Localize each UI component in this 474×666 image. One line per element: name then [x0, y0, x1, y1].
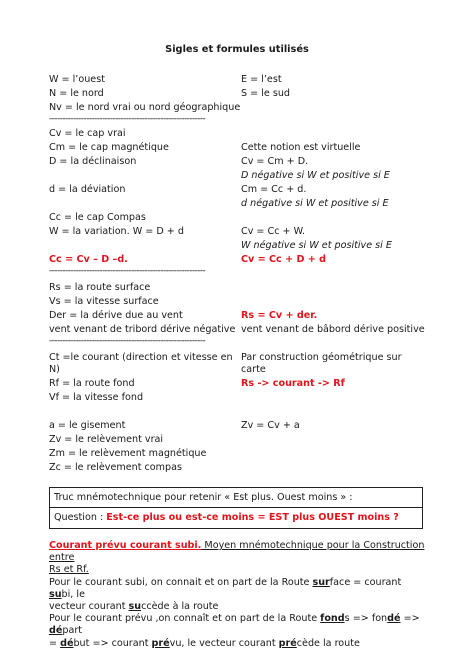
heading-line2: Rs et Rf.: [49, 564, 89, 576]
construction-text: Par construction géométrique sur: [241, 352, 402, 363]
def-deviation: d = la déviation: [49, 184, 126, 195]
def-ct: Ct =le courant (direction et vitesse en: [49, 352, 233, 363]
heading-rest: Moyen mnémotechnique pour la Construction entre: [49, 540, 425, 564]
formula-note: W négative si W et positive si E: [241, 240, 392, 251]
mnemonic-box: [49, 487, 423, 529]
formula-cv-cc: Cv = Cc + W.: [241, 226, 306, 237]
def-gisement: a = le gisement: [49, 420, 126, 431]
text-span: s => fon: [344, 613, 388, 625]
emphasis: sur: [312, 576, 330, 588]
separator: -----------------------------------------------------------: [49, 336, 206, 346]
def-zv: Zv = le relèvement vrai: [49, 434, 164, 445]
section-heading: [49, 540, 425, 564]
question-answer: Est-ce plus ou est-ce moins = EST plus OUEST moins ?: [106, 512, 399, 523]
formula-note: d négative si W et positive si E: [241, 198, 389, 209]
text-span: vu, le vecteur courant: [169, 637, 279, 649]
def-variation: W = la variation. W = D + d: [49, 226, 184, 237]
mnemonic-row: Truc mnémotechnique pour retenir « Est plus. Ouest moins » :: [54, 492, 353, 503]
emphasis: su: [128, 601, 142, 613]
def-s: S = le sud: [241, 88, 291, 99]
question-label: Question :: [54, 512, 107, 523]
def-zc: Zc = le relèvement compas: [49, 462, 182, 473]
page-title: Sigles et formules utilisés: [165, 44, 309, 55]
text-span: Pour le courant subi, on connait et on part de la Route: [49, 576, 313, 588]
separator: -----------------------------------------------------------: [49, 266, 206, 276]
emphasis: pré: [151, 637, 170, 649]
text-span: but => courant: [73, 637, 152, 649]
question-row: [54, 512, 399, 523]
text-span: =: [49, 637, 61, 649]
def-n: N = le nord: [49, 88, 104, 99]
def-cc: Cc = le cap Compas: [49, 212, 146, 223]
formula-cv-cm: Cv = Cm + D.: [241, 156, 309, 167]
formula-cm-cc: Cm = Cc + d.: [241, 184, 307, 195]
paragraph-line: [49, 613, 425, 637]
def-e: E = l’est: [241, 74, 282, 85]
def-ct-cont: N): [49, 364, 60, 375]
emphasis: su: [49, 588, 62, 600]
formula-note: D négative si W et positive si E: [241, 170, 390, 181]
text-span: part: [62, 625, 83, 637]
construction-text-cont: carte: [241, 364, 266, 375]
def-d: D = la déclinaison: [49, 156, 137, 167]
def-vf: Vf = la vitesse fond: [49, 392, 144, 403]
emphasis: fond: [320, 613, 345, 625]
separator: -----------------------------------------------------------: [49, 114, 206, 124]
def-der: Der = la dérive due au vent: [49, 310, 183, 321]
emphasis: dé: [387, 613, 401, 625]
text-span: face = courant: [329, 576, 402, 588]
formula-cv: Cv = Cc + D + d: [241, 254, 327, 265]
def-cm: Cm = le cap magnétique: [49, 142, 169, 153]
def-zm: Zm = le relèvement magnétique: [49, 448, 207, 459]
text-span: bi, le: [61, 588, 85, 600]
paragraph-line: [49, 601, 425, 613]
formula-zv: Zv = Cv + a: [241, 420, 300, 431]
text-span: cède la route: [296, 637, 360, 649]
babord-note: vent venant de bâbord dérive positive: [241, 324, 425, 335]
def-rf: Rf = la route fond: [49, 378, 135, 389]
def-rs: Rs = la route surface: [49, 282, 151, 293]
def-cv: Cv = le cap vrai: [49, 128, 126, 139]
formula-rs: Rs = Cv + der.: [241, 310, 318, 321]
text-span: vecteur courant: [49, 601, 129, 613]
formula-courant: Rs -> courant -> Rf: [241, 378, 345, 389]
paragraph-line: [49, 638, 425, 650]
paragraph-line: [49, 577, 425, 601]
formula-cc: Cc = Cv – D –d.: [49, 254, 128, 265]
emphasis: pré: [278, 637, 297, 649]
def-w: W = l’ouest: [49, 74, 105, 85]
text-span: ccède à la route: [141, 601, 219, 613]
text-span: =>: [400, 613, 420, 625]
text-span: Pour le courant prévu ,on connaît et on part de la Route: [49, 613, 321, 625]
emphasis: dé: [49, 625, 63, 637]
virtual-note: Cette notion est virtuelle: [241, 142, 361, 153]
def-vs: Vs = la vitesse surface: [49, 296, 159, 307]
tribord-note: vent venant de tribord dérive négative: [49, 324, 236, 335]
heading-red: Courant prévu courant subi.: [49, 540, 202, 551]
construction-section: [49, 540, 425, 650]
def-nv: Nv = le nord vrai ou nord géographique: [49, 102, 241, 113]
emphasis: dé: [60, 637, 74, 649]
